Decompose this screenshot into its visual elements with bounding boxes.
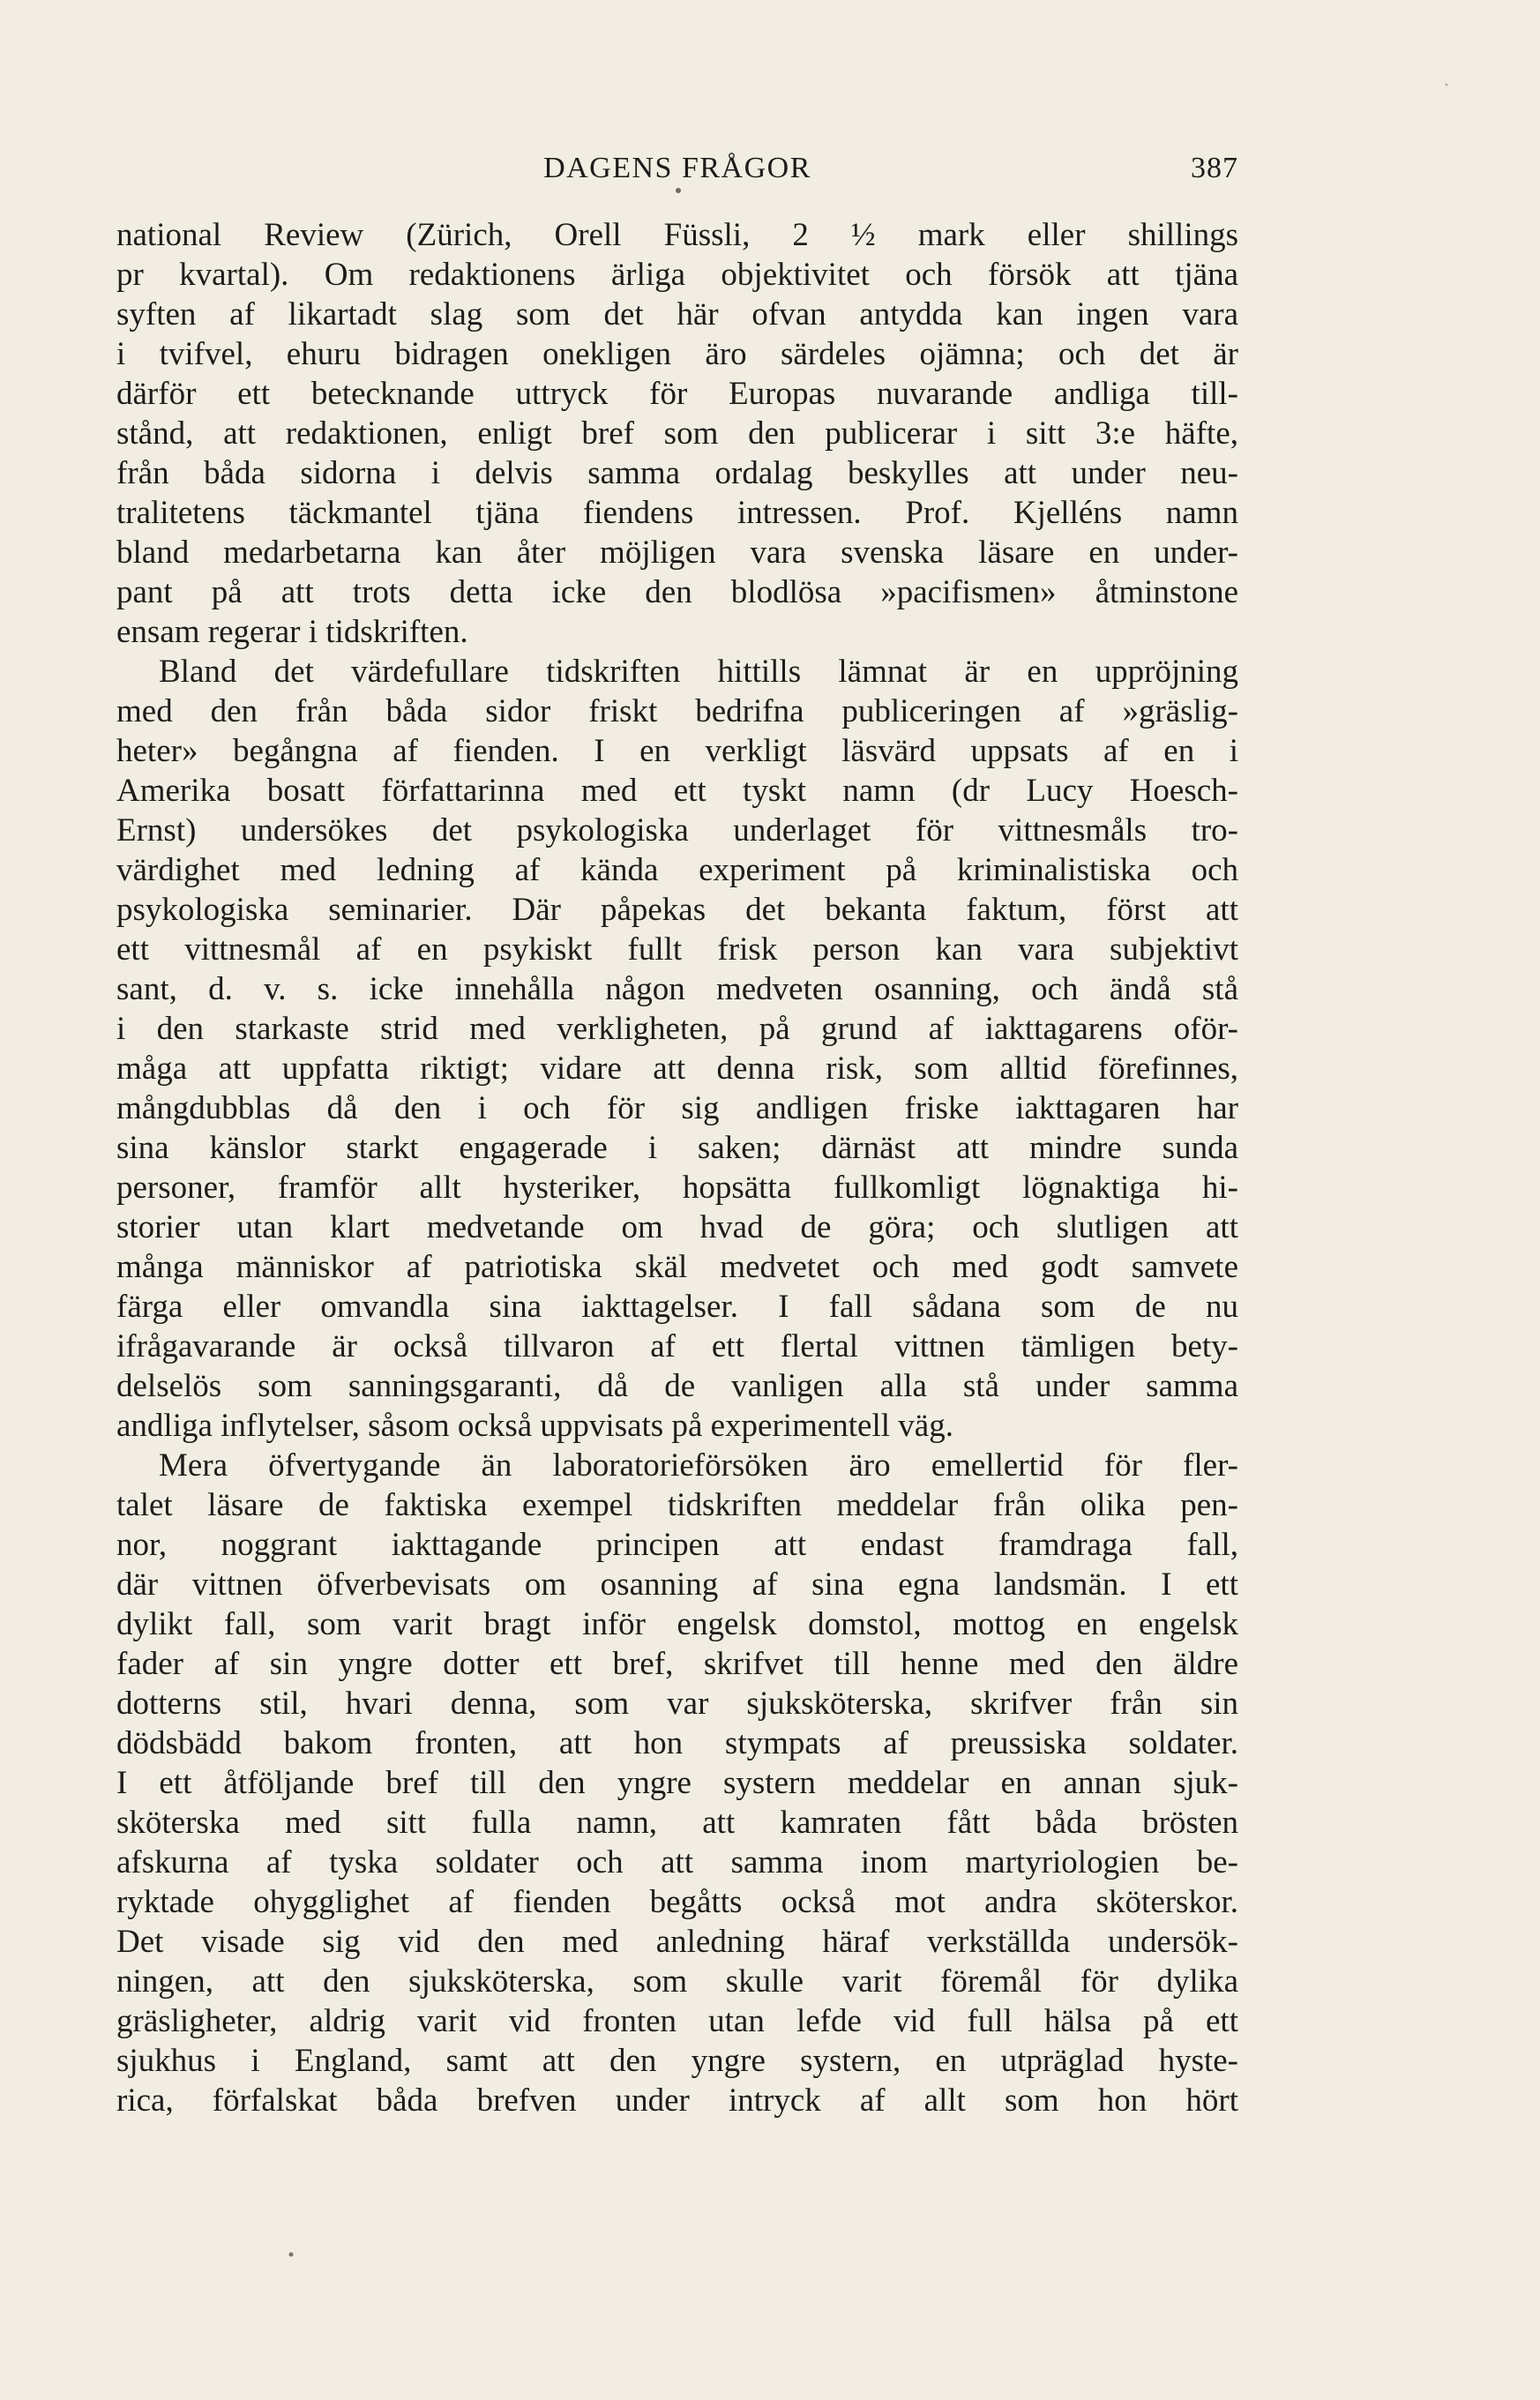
- text-line: ryktade ohygglighet af fienden begåtts också mot andra sköterskor.: [116, 1884, 1238, 1920]
- text-line: Amerika bosatt författarinna med ett tyskt namn (dr Lucy Hoesch-: [116, 773, 1238, 809]
- running-head: [116, 152, 1238, 196]
- text-line: i den starkaste strid med verkligheten, på grund af iakttagarens oför-: [116, 1011, 1238, 1047]
- text-line: många människor af patriotiska skäl medvetet och med godt samvete: [116, 1249, 1238, 1285]
- text-line: mångdubblas då den i och för sig andligen friske iakttagaren har: [116, 1090, 1238, 1126]
- text-line: delselös som sanningsgaranti, då de vanligen alla stå under samma: [116, 1368, 1238, 1404]
- text-line: sina känslor starkt engagerade i saken; därnäst att mindre sunda: [116, 1130, 1238, 1166]
- text-line: färga eller omvandla sina iakttagelser. I fall sådana som de nu: [116, 1289, 1238, 1325]
- text-line: psykologiska seminarier. Där påpekas det bekanta faktum, först att: [116, 892, 1238, 928]
- text-line: gräsligheter, aldrig varit vid fronten utan lefde vid full hälsa på ett: [116, 2003, 1238, 2039]
- text-line: pr kvartal). Om redaktionens ärliga objektivitet och försök att tjäna: [116, 257, 1238, 293]
- text-line: i tvifvel, ehuru bidragen onekligen äro särdeles ojämna; och det är: [116, 336, 1238, 372]
- text-line: dödsbädd bakom fronten, att hon stympats af preussiska soldater.: [116, 1725, 1238, 1761]
- text-line: ett vittnesmål af en psykiskt fullt frisk person kan vara subjektivt: [116, 931, 1238, 968]
- body-text: [116, 215, 1238, 2120]
- text-line: pant på att trots detta icke den blodlösa »pacifismen» åtminstone: [116, 574, 1238, 610]
- text-line: national Review (Zürich, Orell Füssli, 2 ½ mark eller shillings: [116, 217, 1238, 253]
- text-line: sjukhus i England, samt att den yngre systern, en utpräglad hyste-: [116, 2043, 1238, 2079]
- text-line: nor, noggrant iakttagande principen att endast framdraga fall,: [116, 1527, 1238, 1563]
- text-line: dotterns stil, hvari denna, som var sjuksköterska, skrifver från sin: [116, 1686, 1238, 1722]
- text-line: rica, förfalskat båda brefven under intryck af allt som hon hört: [116, 2082, 1238, 2119]
- text-line: tralitetens täckmantel tjäna fiendens intressen. Prof. Kjelléns namn: [116, 495, 1238, 531]
- paper-speck: [1446, 84, 1448, 86]
- text-line: Bland det värdefullare tidskriften hittills lämnat är en uppröjning: [159, 654, 1238, 690]
- page-number: 387: [1191, 152, 1238, 184]
- text-line: heter» begångna af fienden. I en verkligt läsvärd uppsats af en i: [116, 733, 1238, 769]
- text-line: stånd, att redaktionen, enligt bref som den publicerar i sitt 3:e häfte,: [116, 415, 1238, 452]
- text-line: storier utan klart medvetande om hvad de göra; och slutligen att: [116, 1209, 1238, 1245]
- text-line: bland medarbetarna kan åter möjligen vara svenska läsare en under-: [116, 535, 1238, 571]
- text-line: dylikt fall, som varit bragt inför engelsk domstol, mottog en engelsk: [116, 1606, 1238, 1642]
- text-line: sant, d. v. s. icke innehålla någon medveten osanning, och ändå stå: [116, 971, 1238, 1007]
- paragraph: [116, 652, 1238, 1446]
- text-line: andliga inflytelser, såsom också uppvisats på experimentell väg.: [116, 1408, 953, 1444]
- text-line: fader af sin yngre dotter ett bref, skrifvet till henne med den äldre: [116, 1646, 1238, 1682]
- text-line: personer, framför allt hysteriker, hopsätta fullkomligt lögnaktiga hi-: [116, 1170, 1238, 1206]
- text-line: sköterska med sitt fulla namn, att kamraten fått båda brösten: [116, 1805, 1238, 1841]
- paragraph: [116, 1446, 1238, 2120]
- text-line: Mera öfvertygande än laboratorieförsöken äro emellertid för fler-: [159, 1447, 1238, 1484]
- text-line: därför ett betecknande uttryck för Europas nuvarande andliga till-: [116, 376, 1238, 412]
- text-line: värdighet med ledning af kända experiment på kriminalistiska och: [116, 852, 1238, 888]
- text-line: talet läsare de faktiska exempel tidskriften meddelar från olika pen-: [116, 1487, 1238, 1523]
- paragraph: [116, 215, 1238, 652]
- text-line: med den från båda sidor friskt bedrifna publiceringen af »gräslig-: [116, 693, 1238, 729]
- text-line: Ernst) undersökes det psykologiska underlaget för vittnesmåls tro-: [116, 812, 1238, 849]
- text-line: I ett åtföljande bref till den yngre systern meddelar en annan sjuk-: [116, 1765, 1238, 1801]
- text-line: ensam regerar i tidskriften.: [116, 614, 468, 650]
- paper-speck: [289, 2253, 294, 2257]
- text-line: där vittnen öfverbevisats om osanning af sina egna landsmän. I ett: [116, 1566, 1238, 1603]
- text-line: syften af likartadt slag som det här ofvan antydda kan ingen vara: [116, 296, 1238, 333]
- text-line: afskurna af tyska soldater och att samma inom martyriologien be-: [116, 1844, 1238, 1880]
- running-title: DAGENS FRÅGOR: [543, 152, 811, 184]
- text-line: Det visade sig vid den med anledning häraf verkställda undersök-: [116, 1924, 1238, 1960]
- text-line: måga att uppfatta riktigt; vidare att denna risk, som alltid förefinnes,: [116, 1050, 1238, 1087]
- text-line: ningen, att den sjuksköterska, som skulle varit föremål för dylika: [116, 1963, 1238, 2000]
- text-line: ifrågavarande är också tillvaron af ett flertal vittnen tämligen bety-: [116, 1328, 1238, 1364]
- text-line: från båda sidorna i delvis samma ordalag beskylles att under neu-: [116, 455, 1238, 491]
